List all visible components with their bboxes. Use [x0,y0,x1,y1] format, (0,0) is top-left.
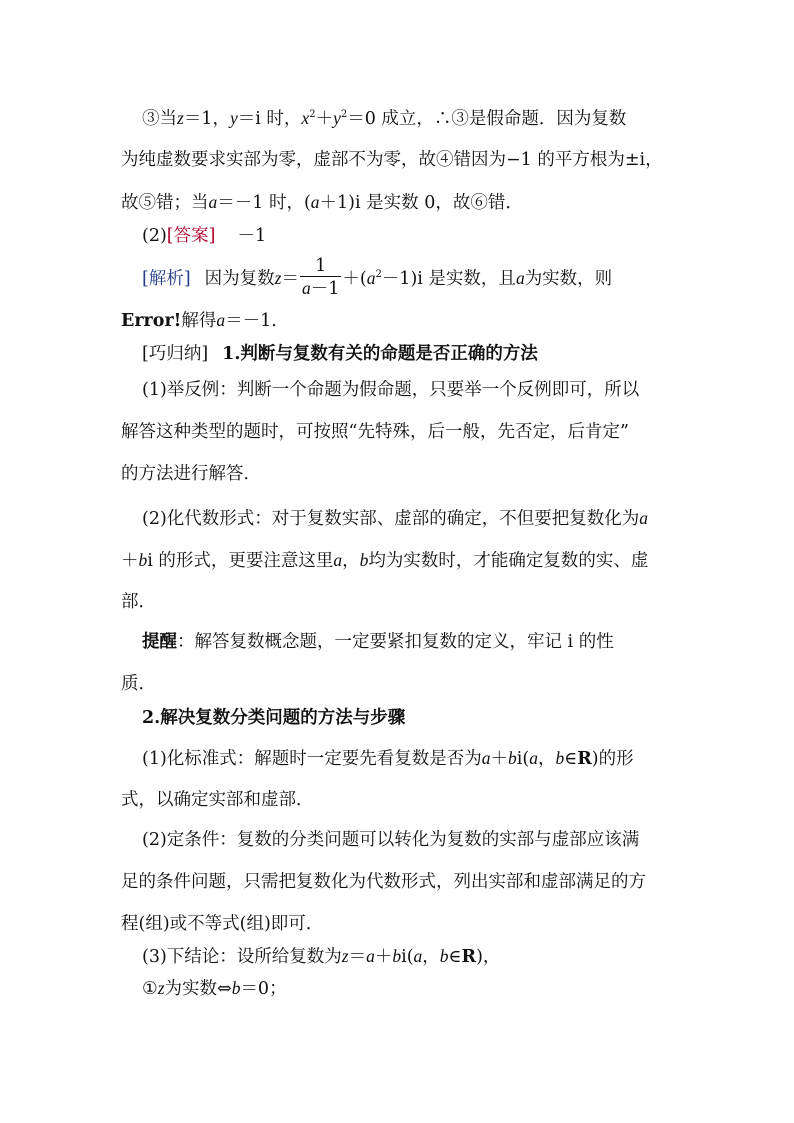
paragraph-line: 程(组)或不等式(组)即可． [121,914,324,934]
paragraph-line: 的方法进行解答． [121,464,261,484]
answer-value: －1 [237,226,267,246]
section-heading: 2.解决复数分类问题的方法与步骤 [142,708,406,728]
analysis-line: [解析] 因为复数z＝ $\frac{1}{a-1}$ $+(a^2-1)i$ 是实数，且a为实数，则 [142,255,613,299]
analysis-tag: [解析] [142,269,191,289]
paragraph-line: 式，以确定实部和虚部． [121,790,314,810]
paragraph-line: ③当z＝1，y＝i 时，$x^2+y^2=0$ 成立，∴③是假命题．因为复数 [142,108,627,129]
paragraph-line: 质． [121,674,156,694]
paragraph-line: (3)下结论：设所给复数为z＝a＋bi(a，b∈R)， [142,946,501,967]
paragraph-line: 部． [121,592,156,612]
paragraph-line: ＋bi 的形式，更要注意这里a，b均为实数时，才能确定复数的实、虚 [121,550,649,571]
note-tag: 提醒 [142,632,177,652]
note-line: 提醒：解答复数概念题，一定要紧扣复数的定义，牢记 i 的性 [142,632,614,652]
paragraph-line: (1)化标准式：解题时一定要先看复数是否为a＋bi(a，b∈R)的形 [142,748,634,769]
answer-line: (2)[答案] －1 [142,226,267,246]
paragraph-line: (2)化代数形式：对于复数实部、虚部的确定，不但要把复数化为a [142,508,649,529]
paragraph-line: ①z为实数⇔b＝0； [142,978,287,999]
paragraph-line: 解答这种类型的题时，可按照“先特殊，后一般，先否定，后肯定” [121,422,629,442]
error-text: Error! [121,311,182,331]
paragraph-line: (2)定条件：复数的分类问题可以转化为复数的实部与虚部应该满 [142,830,640,850]
paragraph-line: 为纯虚数要求实部为零，虚部不为零，故④错因为−1 的平方根为±i， [121,150,663,170]
paragraph-line: 故⑤错；当a＝－1 时，(a＋1)i 是实数 0，故⑥错． [121,192,523,213]
paragraph-line: 足的条件问题，只需把复数化为代数形式，列出实部和虚部满足的方 [121,872,646,892]
answer-tag: [答案] [166,226,216,246]
summary-heading: [巧归纳] 1.判断与复数有关的命题是否正确的方法 [142,344,538,364]
paragraph-line: (1)举反例：判断一个命题为假命题，只要举一个反例即可，所以 [142,380,640,400]
fraction: $\frac{1}{a-1}$ [301,255,340,299]
paragraph-line: Error!解得a＝－1. [121,310,277,331]
